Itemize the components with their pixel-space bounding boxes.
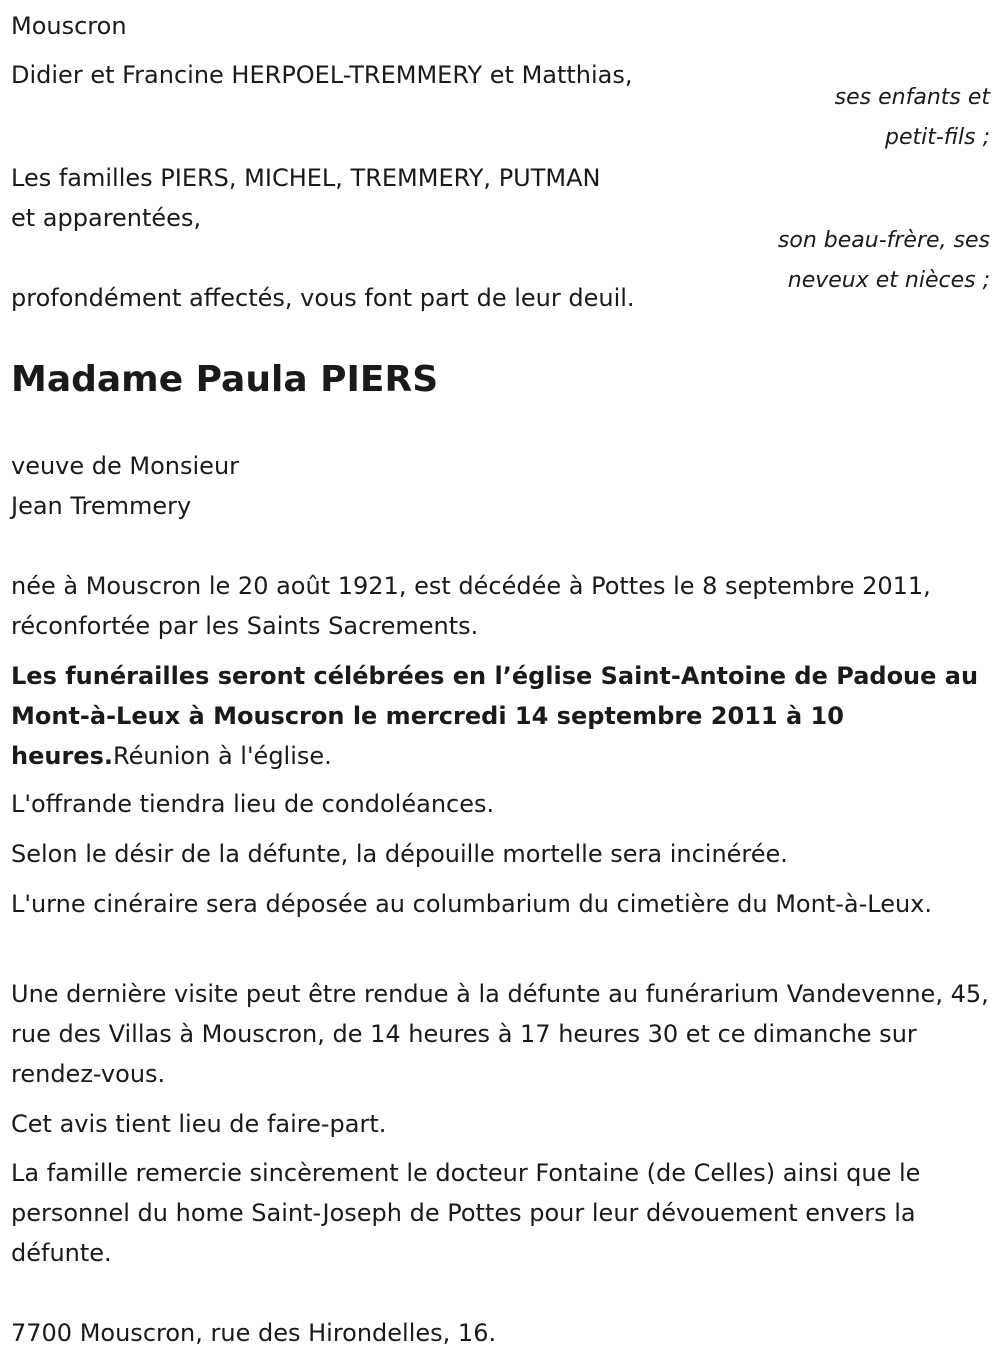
families-line-2: et apparentées, xyxy=(11,204,202,232)
children-line: Didier et Francine HERPOEL-TREMMERY et Matthias, xyxy=(11,61,633,89)
families-role-line-2: neveux et nièces ; xyxy=(787,268,990,293)
funeral-paragraph xyxy=(11,656,991,776)
deceased-name: Madame Paula PIERS xyxy=(11,359,439,400)
funeral-meeting: Réunion à l'église. xyxy=(112,742,332,770)
cremation-paragraph: Selon le désir de la défunte, la dépouille mortelle sera incinérée. xyxy=(11,840,788,868)
widow-line-1: veuve de Monsieur xyxy=(11,452,240,480)
widow-line-2: Jean Tremmery xyxy=(11,492,192,520)
mourning-line: profondément affectés, vous font part de leur deuil. xyxy=(11,284,635,312)
address-line: 7700 Mouscron, rue des Hirondelles, 16. xyxy=(11,1319,497,1347)
funeral-details: Les funérailles seront célébrées en l’église Saint-Antoine de Padoue au Mont-à-Leux à Mouscron le mercredi 14 septembre 2011 à 10 heures. xyxy=(11,662,979,770)
offering-paragraph: L'offrande tiendra lieu de condoléances. xyxy=(11,790,495,818)
notice-paragraph: Cet avis tient lieu de faire-part. xyxy=(11,1110,387,1138)
visit-paragraph: Une dernière visite peut être rendue à la défunte au funérarium Vandevenne, 45, rue des Villas à Mouscron, de 14 heures à 17 heures 30 et ce dimanche sur rendez-vous. xyxy=(11,980,989,1088)
urn-paragraph: L'urne cinéraire sera déposée au columbarium du cimetière du Mont-à-Leux. xyxy=(11,890,933,918)
birth-death-paragraph: née à Mouscron le 20 août 1921, est décédée à Pottes le 8 septembre 2011, réconfortée par les Saints Sacrements. xyxy=(11,572,931,640)
children-role-line-2: petit-fils ; xyxy=(885,125,990,150)
thanks-paragraph: La famille remercie sincèrement le docteur Fontaine (de Celles) ainsi que le personnel du home Saint-Joseph de Pottes pour leur dévouement envers la défunte. xyxy=(11,1159,921,1267)
families-line-1: Les familles PIERS, MICHEL, TREMMERY, PUTMAN xyxy=(11,164,601,192)
families-role-line-1: son beau-frère, ses xyxy=(777,228,990,253)
children-role-line-1: ses enfants et xyxy=(834,85,990,110)
city-heading: Mouscron xyxy=(11,12,127,40)
